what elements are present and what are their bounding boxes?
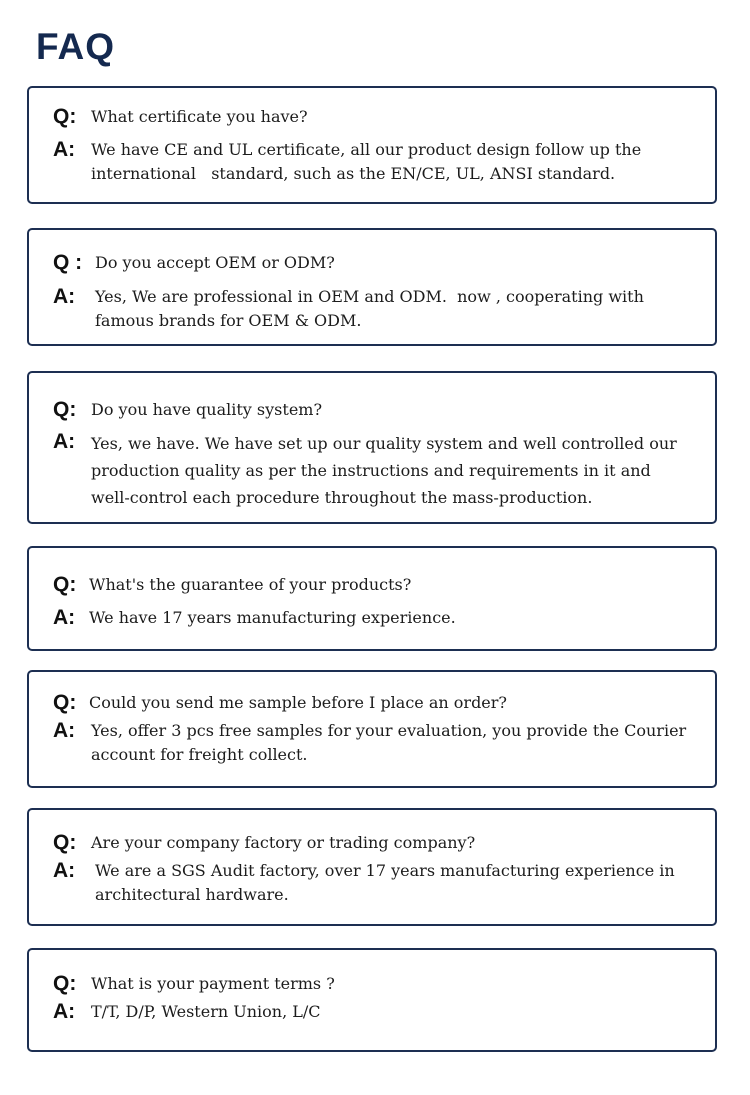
- question-label: Q:: [53, 972, 77, 995]
- answer-text: T/T, D/P, Western Union, L/C: [91, 1002, 321, 1021]
- answer-text: We are a SGS Audit factory, over 17 years manufacturing experience in architectural hardware.: [95, 861, 680, 904]
- answer-label: A:: [53, 859, 76, 882]
- question-text: Do you have quality system?: [91, 400, 323, 419]
- faq-item-certificate: [27, 86, 717, 204]
- question-text: Do you accept OEM or ODM?: [95, 253, 335, 272]
- faq-item-sample: [27, 670, 717, 788]
- question-text: Are your company factory or trading company?: [91, 833, 476, 852]
- question-label: Q:: [53, 105, 77, 128]
- answer-label: A:: [53, 285, 76, 308]
- faq-item-payment-terms: [27, 948, 717, 1052]
- answer-label: A:: [53, 719, 76, 742]
- answer-label: A:: [53, 606, 76, 629]
- page-title: FAQ: [36, 26, 116, 67]
- question-label: Q:: [53, 573, 77, 596]
- question-label: Q:: [53, 831, 77, 854]
- faq-item-company-type: [27, 808, 717, 926]
- faq-item-guarantee: [27, 546, 717, 651]
- answer-text: We have CE and UL certificate, all our product design follow up the international standard, such as the EN/CE, UL, ANSI standard.: [91, 140, 647, 183]
- question-label: Q:: [53, 398, 77, 421]
- question-text: Could you send me sample before I place an order?: [89, 693, 507, 712]
- answer-label: A:: [53, 138, 76, 161]
- question-label: Q :: [53, 251, 83, 274]
- answer-label: A:: [53, 430, 76, 453]
- answer-text: Yes, offer 3 pcs free samples for your evaluation, you provide the Courier account for freight collect.: [91, 721, 692, 764]
- answer-text: We have 17 years manufacturing experience.: [89, 608, 456, 627]
- answer-label: A:: [53, 1000, 76, 1023]
- answer-text: Yes, we have. We have set up our quality system and well controlled our production quality as per the instructions and requirements in it and well-control each procedure throughout the mass-production.: [91, 434, 682, 507]
- answer-text: Yes, We are professional in OEM and ODM. now , cooperating with famous brands for OEM & ODM.: [95, 287, 649, 330]
- question-text: What certificate you have?: [91, 107, 308, 126]
- question-label: Q:: [53, 691, 77, 714]
- faq-item-quality-system: [27, 371, 717, 524]
- question-text: What is your payment terms ?: [91, 974, 335, 993]
- faq-item-oem-odm: [27, 228, 717, 346]
- question-text: What's the guarantee of your products?: [89, 575, 412, 594]
